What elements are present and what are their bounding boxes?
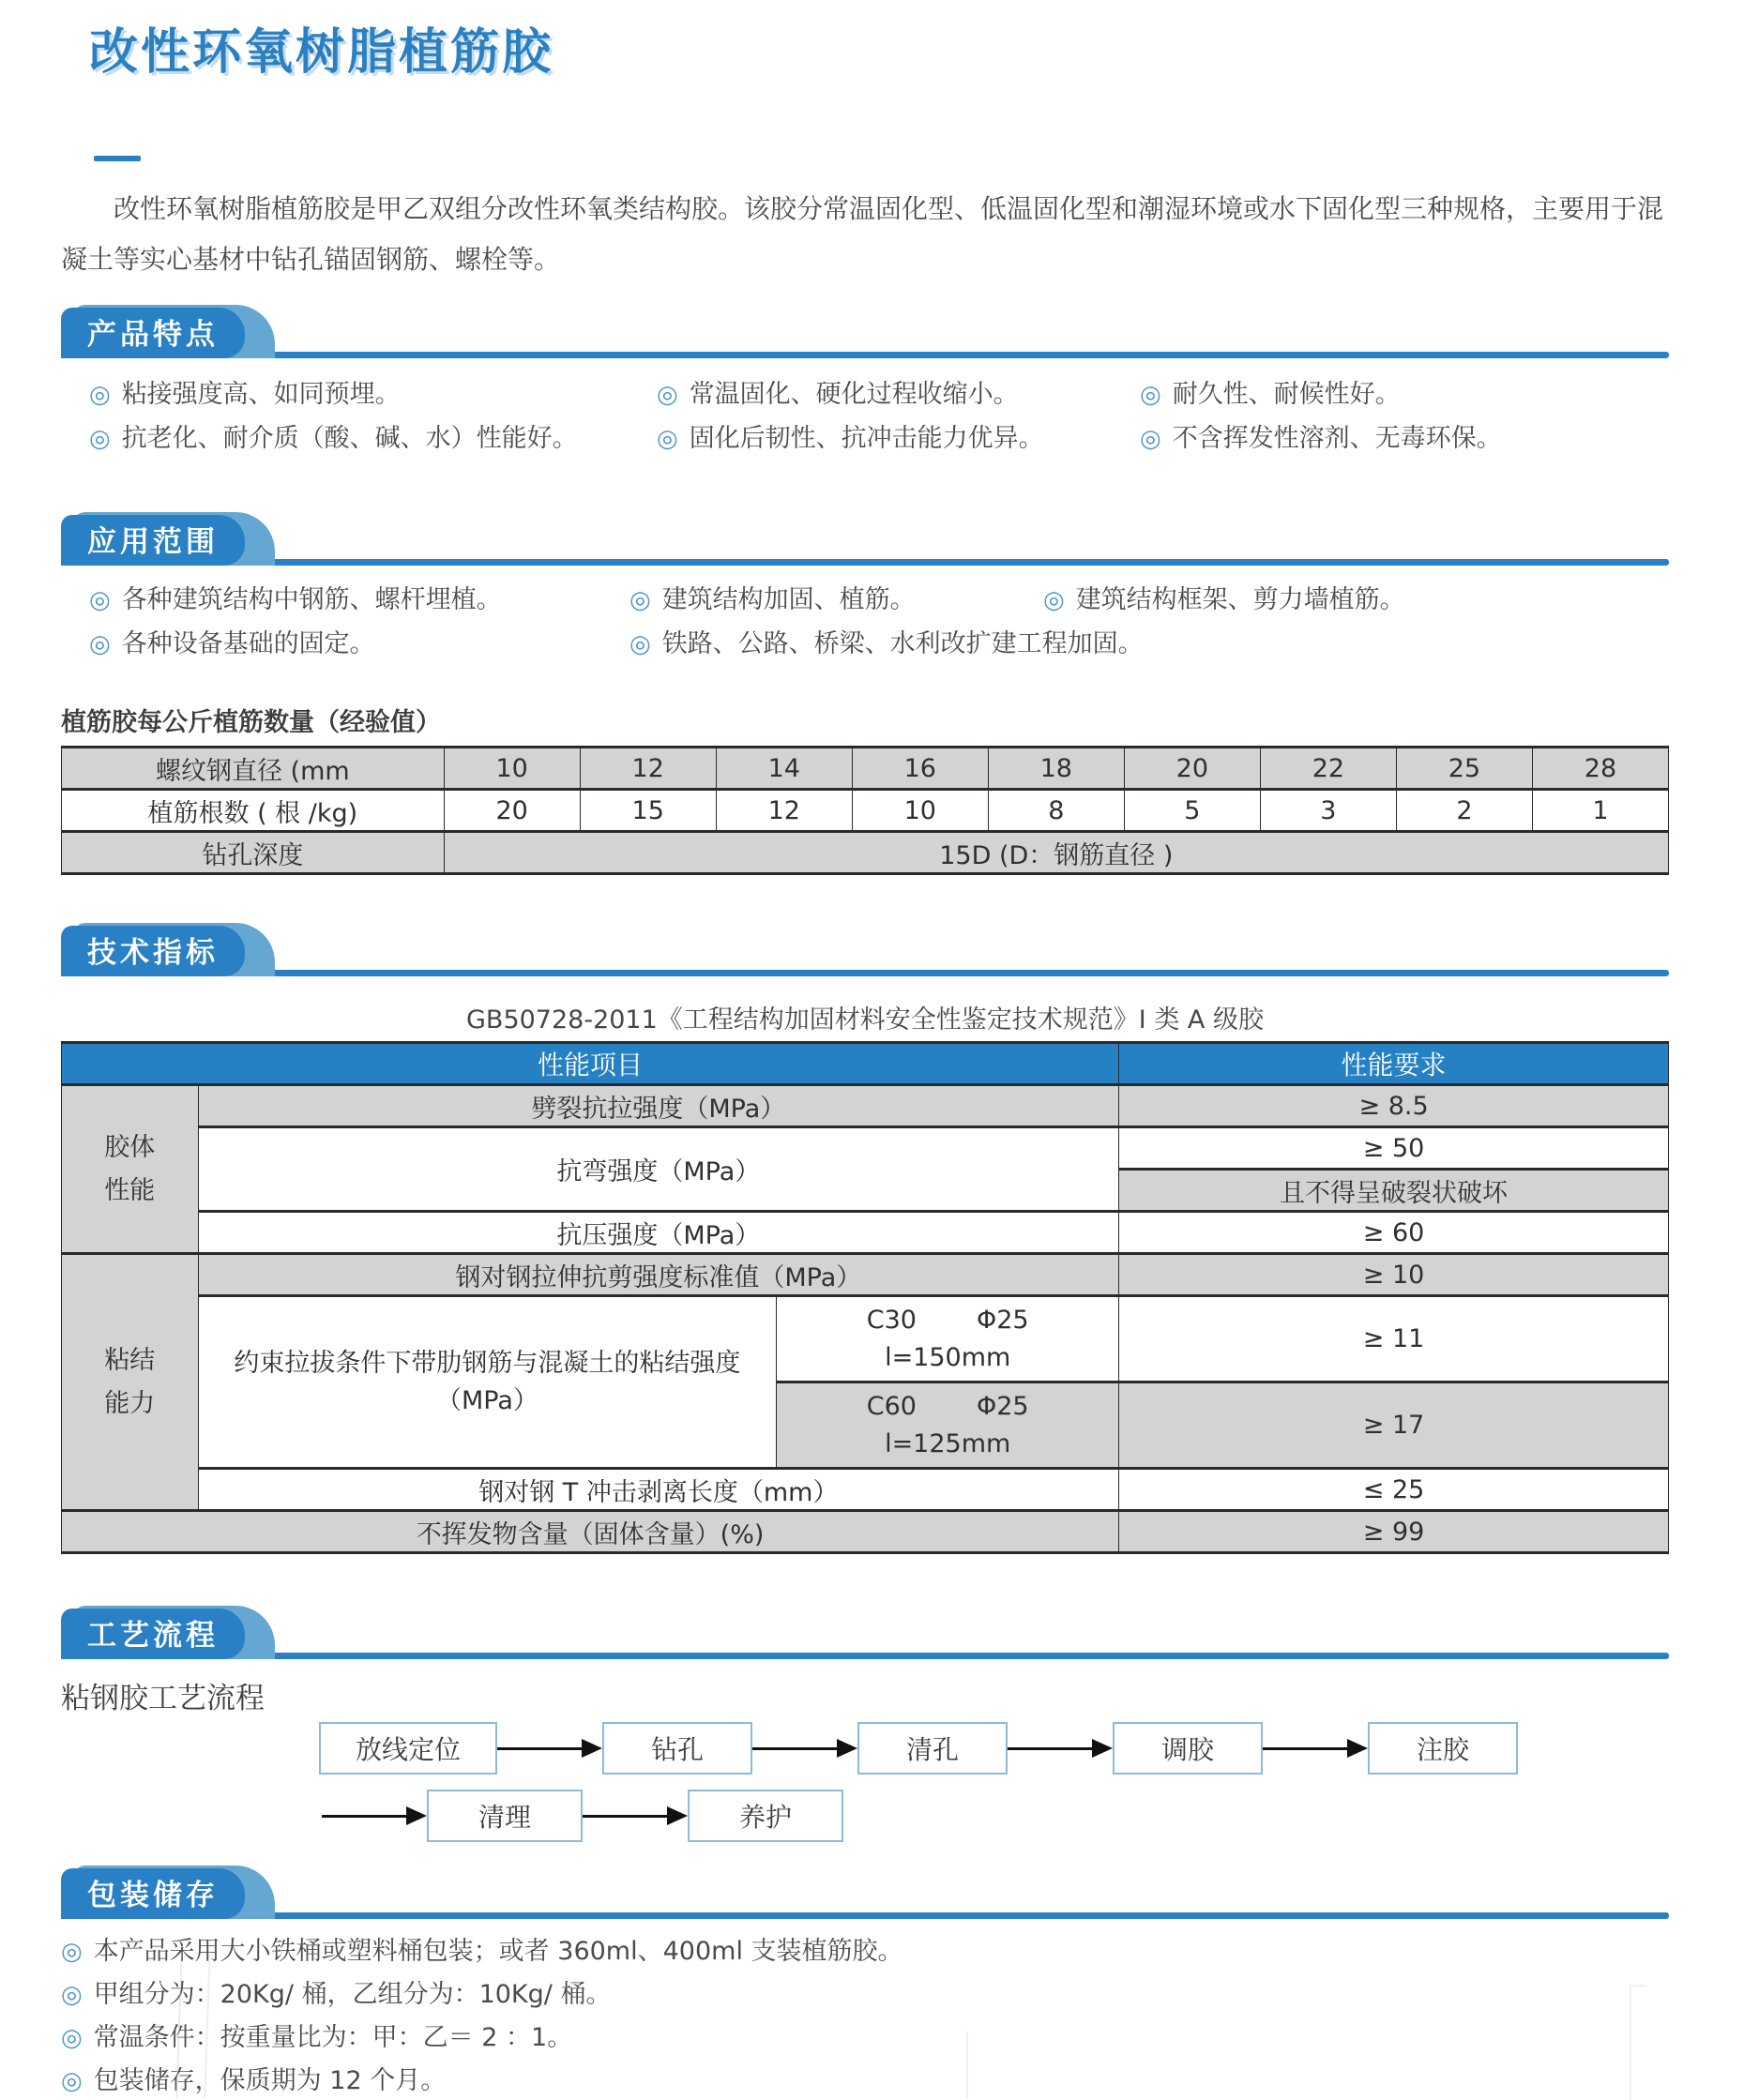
bullet-icon: ◎ <box>629 586 651 614</box>
application-item <box>629 584 1043 616</box>
application-text: 各种设备基础的固定。 <box>121 629 375 658</box>
feature-text: 固化后韧性、抗冲击能力优异。 <box>689 424 1044 453</box>
flow-arrow-icon <box>322 1806 427 1825</box>
packaging-item <box>61 2022 1669 2054</box>
watermark-sketch-right <box>1630 1985 1646 2100</box>
flow-arrow-icon <box>752 1739 857 1758</box>
rebar-row-label: 螺纹钢直径 (mm <box>62 748 445 790</box>
flow-arrow-icon <box>497 1739 602 1758</box>
rebar-count-value: 5 <box>1124 790 1260 832</box>
rebar-row-label: 钻孔深度 <box>62 832 445 874</box>
section-rule <box>61 1912 1669 1919</box>
rebar-count-value: 2 <box>1396 790 1532 832</box>
flow-arrow-icon <box>583 1806 688 1825</box>
rebar-count-value: 20 <box>444 790 580 832</box>
section-badge-tech: 技术指标 <box>61 926 245 976</box>
packaging-list <box>61 1936 1669 2097</box>
process-subtitle: 粘钢胶工艺流程 <box>61 1682 265 1715</box>
bond-name-text: 约束拉拔条件下带肋钢筋与混凝土的粘结强度 <box>234 1348 741 1378</box>
flow-step-box: 调胶 <box>1113 1722 1263 1775</box>
bond-c30-bar: Φ25 <box>977 1305 1029 1335</box>
feature-item <box>89 379 657 411</box>
tech-property-name: 钢对钢 T 冲击剥离长度（mm） <box>198 1469 1119 1511</box>
packaging-item <box>61 1979 1669 2011</box>
rebar-diameter-value: 12 <box>580 748 716 790</box>
tech-col-req-header: 性能要求 <box>1119 1043 1669 1085</box>
rebar-diameter-value: 28 <box>1532 748 1668 790</box>
title-underline-dash <box>94 156 141 161</box>
feature-item <box>657 423 1140 455</box>
datasheet-page <box>0 24 1744 2098</box>
page-content <box>0 24 1744 2097</box>
tech-row-peel <box>62 1469 1669 1511</box>
flow-step-box: 清理 <box>427 1790 583 1842</box>
section-header-packaging <box>61 1865 1669 1919</box>
packaging-text: 本产品采用大小铁桶或塑料桶包装；或者 360ml、400ml 支装植筋胶。 <box>93 1937 903 1966</box>
tech-property-name: 抗弯强度（MPa） <box>198 1127 1119 1212</box>
application-text: 建筑结构加固、植筋。 <box>661 585 916 614</box>
feature-text: 粘接强度高、如同预埋。 <box>121 380 401 409</box>
rebar-diameter-value: 16 <box>852 748 988 790</box>
bullet-icon: ◎ <box>1140 381 1161 409</box>
tech-property-name-bond <box>198 1296 777 1469</box>
tech-requirement: ≥ 99 <box>1119 1511 1669 1553</box>
bullet-icon: ◎ <box>1043 586 1065 614</box>
tech-requirement: ≥ 17 <box>1119 1382 1669 1469</box>
flow-step-box: 注胶 <box>1368 1722 1518 1775</box>
bond-c60-bar: Φ25 <box>977 1391 1029 1421</box>
tech-requirement: ≥ 60 <box>1119 1212 1669 1254</box>
packaging-text: 包装储存，保质期为 12 个月。 <box>93 2066 447 2095</box>
rebar-count-value: 12 <box>716 790 852 832</box>
rebar-count-row <box>62 790 1669 832</box>
tech-requirement: ≤ 25 <box>1119 1469 1669 1511</box>
rebar-diameter-value: 25 <box>1396 748 1532 790</box>
bullet-icon: ◎ <box>89 425 111 453</box>
flow-step-box: 放线定位 <box>319 1722 497 1775</box>
section-header-process <box>61 1605 1669 1659</box>
tech-requirement: ≥ 50 <box>1119 1127 1669 1170</box>
tech-requirement: ≥ 8.5 <box>1119 1085 1669 1127</box>
bullet-icon: ◎ <box>61 2024 83 2052</box>
tech-row-nonvolatile <box>62 1511 1669 1553</box>
tech-property-name: 不挥发物含量（固体含量）(%) <box>62 1511 1119 1553</box>
tech-requirement: ≥ 11 <box>1119 1296 1669 1382</box>
rebar-diameter-row <box>62 748 1669 790</box>
bond-c60-spec-line <box>784 1388 1111 1426</box>
feature-item <box>1140 423 1669 455</box>
flow-arrow-icon <box>1263 1739 1368 1758</box>
packaging-item <box>61 2065 1669 2097</box>
feature-text: 抗老化、耐介质（酸、碱、水）性能好。 <box>121 424 578 453</box>
section-rule <box>61 1653 1669 1659</box>
bond-c30-grade: C30 <box>866 1305 917 1335</box>
rebar-count-value: 3 <box>1260 790 1396 832</box>
tech-row-split-tensile <box>62 1085 1669 1127</box>
packaging-text: 甲组分为：20Kg/ 桶，乙组分为：10Kg/ 桶。 <box>93 1980 612 2009</box>
feature-text: 耐久性、耐候性好。 <box>1172 380 1401 409</box>
section-header-tech <box>61 922 1669 976</box>
rebar-count-value: 15 <box>580 790 716 832</box>
tech-col-item-header: 性能项目 <box>62 1043 1119 1085</box>
section-badge-process: 工艺流程 <box>61 1609 245 1659</box>
tech-bond-c60-spec <box>777 1382 1119 1469</box>
application-item <box>1043 584 1669 616</box>
rebar-diameter-value: 20 <box>1124 748 1260 790</box>
tech-group-bond: 粘结能力 <box>62 1254 199 1511</box>
feature-text: 不含挥发性溶剂、无毒环保。 <box>1172 424 1502 453</box>
feature-item <box>657 379 1140 411</box>
tech-property-name: 钢对钢拉伸抗剪强度标准值（MPa） <box>198 1254 1119 1296</box>
section-badge-applications: 应用范围 <box>61 515 245 566</box>
bullet-icon: ◎ <box>61 2067 83 2095</box>
rebar-diameter-value: 18 <box>988 748 1124 790</box>
tech-requirement: ≥ 10 <box>1119 1254 1669 1296</box>
flow-step-box: 清孔 <box>857 1722 1008 1775</box>
rebar-count-value: 1 <box>1532 790 1668 832</box>
rebar-depth-row <box>62 832 1669 874</box>
tech-row-shear <box>62 1254 1669 1296</box>
rebar-diameter-value: 22 <box>1260 748 1396 790</box>
application-item <box>629 628 1144 660</box>
tech-row-bond-c30 <box>62 1296 1669 1382</box>
applications-list <box>89 584 1669 660</box>
bullet-icon: ◎ <box>657 425 678 453</box>
feature-item <box>89 423 657 455</box>
rebar-table <box>61 746 1669 875</box>
tech-row-flexural-1 <box>62 1127 1669 1170</box>
tech-row-compressive <box>62 1212 1669 1254</box>
tech-bond-c30-spec <box>777 1296 1119 1382</box>
tech-table <box>61 1041 1669 1554</box>
bullet-icon: ◎ <box>629 630 651 658</box>
tech-requirement: 且不得呈破裂状破坏 <box>1119 1170 1669 1212</box>
bullet-icon: ◎ <box>89 381 111 409</box>
page-title: 改性环氧树脂植筋胶 <box>89 24 554 81</box>
feature-item <box>1140 379 1669 411</box>
tech-header-row <box>62 1043 1669 1085</box>
tech-property-name: 劈裂抗拉强度（MPa） <box>198 1085 1119 1127</box>
rebar-table-caption: 植筋胶每公斤植筋数量（经验值） <box>61 708 441 737</box>
bullet-icon: ◎ <box>657 381 678 409</box>
rebar-diameter-value: 10 <box>444 748 580 790</box>
process-flow-row-2 <box>322 1790 1669 1842</box>
watermark-sketch-center <box>966 2032 981 2098</box>
tech-property-name: 抗压强度（MPa） <box>198 1212 1119 1254</box>
section-badge-packaging: 包装储存 <box>61 1868 245 1919</box>
watermark-sketch-left <box>175 1952 210 2098</box>
bullet-icon: ◎ <box>1140 425 1161 453</box>
section-rule <box>61 559 1669 566</box>
application-text: 铁路、公路、桥梁、水利改扩建工程加固。 <box>661 629 1144 658</box>
bullet-icon: ◎ <box>61 1981 83 2009</box>
application-text: 建筑结构框架、剪力墙植筋。 <box>1075 585 1405 614</box>
section-header-applications <box>61 511 1669 566</box>
section-rule <box>61 970 1669 976</box>
bullet-icon: ◎ <box>89 586 111 614</box>
tech-group-glue: 胶体性能 <box>62 1085 199 1254</box>
rebar-row-label: 植筋根数 ( 根 /kg) <box>62 790 445 832</box>
feature-text: 常温固化、硬化过程收缩小。 <box>689 380 1019 409</box>
bullet-icon: ◎ <box>61 1938 83 1966</box>
features-list <box>89 379 1669 455</box>
bond-c60-embed: l=125mm <box>885 1428 1011 1458</box>
tech-table-caption: GB50728-2011《工程结构加固材料安全性鉴定技术规范》I 类 A 级胶 <box>466 1005 1264 1035</box>
bond-c30-embed: l=150mm <box>885 1342 1011 1372</box>
rebar-count-value: 8 <box>988 790 1124 832</box>
application-text: 各种建筑结构中钢筋、螺杆埋植。 <box>121 585 502 614</box>
application-item <box>89 584 629 616</box>
section-rule <box>61 352 1669 358</box>
process-flow-row-1 <box>319 1722 1669 1775</box>
flow-step-box: 钻孔 <box>602 1722 752 1775</box>
application-item <box>89 628 629 660</box>
intro-paragraph: 改性环氧树脂植筋胶是甲乙双组分改性环氧类结构胶。该胶分常温固化型、低温固化型和潮湿环境或水下固化型三种规格，主要用于混凝土等实心基材中钻孔锚固钢筋、螺栓等。 <box>61 193 1664 275</box>
flow-step-box: 养护 <box>688 1790 843 1842</box>
section-badge-features: 产品特点 <box>61 308 245 358</box>
packaging-item <box>61 1936 1669 1968</box>
bond-c30-spec-line <box>784 1302 1111 1339</box>
rebar-count-value: 10 <box>852 790 988 832</box>
bullet-icon: ◎ <box>89 630 111 658</box>
bond-c60-grade: C60 <box>866 1391 917 1421</box>
rebar-diameter-value: 14 <box>716 748 852 790</box>
packaging-text: 常温条件：按重量比为：甲：乙＝ 2 ：1。 <box>93 2023 573 2052</box>
section-header-features <box>61 304 1669 358</box>
flow-arrow-icon <box>1008 1739 1113 1758</box>
bond-name-unit: （MPa） <box>435 1385 538 1415</box>
rebar-depth-value: 15D (D：钢筋直径 ) <box>444 832 1668 874</box>
